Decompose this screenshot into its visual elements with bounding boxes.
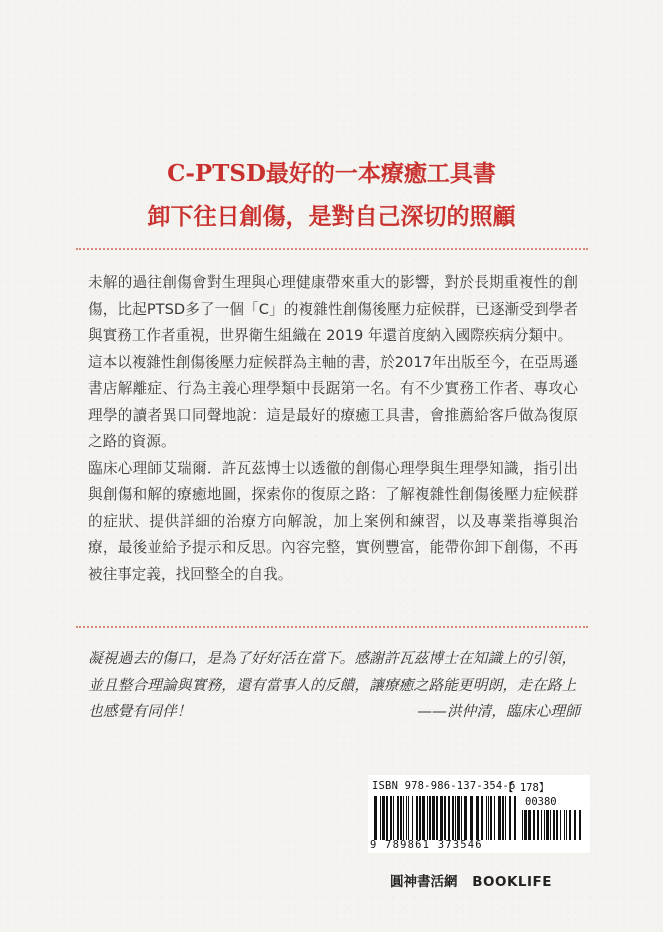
bottom-divider (76, 626, 588, 628)
isbn-label: ISBN 978-986-137-354-6 (372, 780, 516, 792)
endorsement-quote (88, 646, 580, 726)
quote-text: 凝視過去的傷口，是為了好好活在當下。感謝許瓦茲博士在知識上的引領，並且整合理論與實務，還有當事人的反饋，讓療癒之路能更明朗，走在路上也感覺有同伴！ (88, 650, 577, 720)
headline (0, 152, 663, 238)
top-divider (76, 248, 588, 250)
price-barcode-icon (522, 810, 584, 840)
publisher-name-2: BOOKLIFE (472, 874, 552, 890)
ean-digits: 9 789861 373546 (370, 839, 483, 851)
body-paragraph-2: 這本以複雜性創傷後壓力症候群為主軸的書，於2017年出版至今，在亞馬遜書店解離症、行為主義心理學類中長踞第一名。有不少實務工作者、專攻心理學的讀者異口同聲地說：這是最好的療癒工具書，會推薦給客戶做為復原之路的資源。 (88, 353, 578, 450)
isbn-barcode-icon (374, 796, 518, 840)
body-paragraph-1: 未解的過往創傷會對生理與心理健康帶來重大的影響，對於長期重複性的創傷，比起PTSD多了一個「C」的複雜性創傷後壓力症候群，已逐漸受到學者與實務工作者重視，世界衛生組織在 2019 年還首度納入國際疾病分類中。 (88, 274, 578, 344)
price-bracket: 【 178】 (503, 782, 550, 794)
body-text (88, 270, 578, 588)
publisher-name-1: 圓神書活網 (390, 874, 458, 890)
price-code: 00380 (525, 796, 557, 808)
body-paragraph-3: 臨床心理師艾瑞爾．許瓦茲博士以透徹的創傷心理學與生理學知識，指引出與創傷和解的療癒地圖，探索你的復原之路：了解複雜性創傷後壓力症候群的症狀、提供詳細的治療方向解說，加上案例和練習，以及專業指導與治療，最後並給予提示和反思。內容完整，實例豐富，能帶你卸下創傷，不再被往事定義，找回整全的自我。 (88, 459, 578, 583)
headline-line-1: C-PTSD最好的一本療癒工具書 (167, 160, 496, 187)
publisher-logos (390, 870, 562, 890)
quote-attribution: ——洪仲清，臨床心理師 (417, 703, 580, 720)
headline-line-2: 卸下往日創傷，是對自己深切的照顧 (147, 203, 516, 230)
